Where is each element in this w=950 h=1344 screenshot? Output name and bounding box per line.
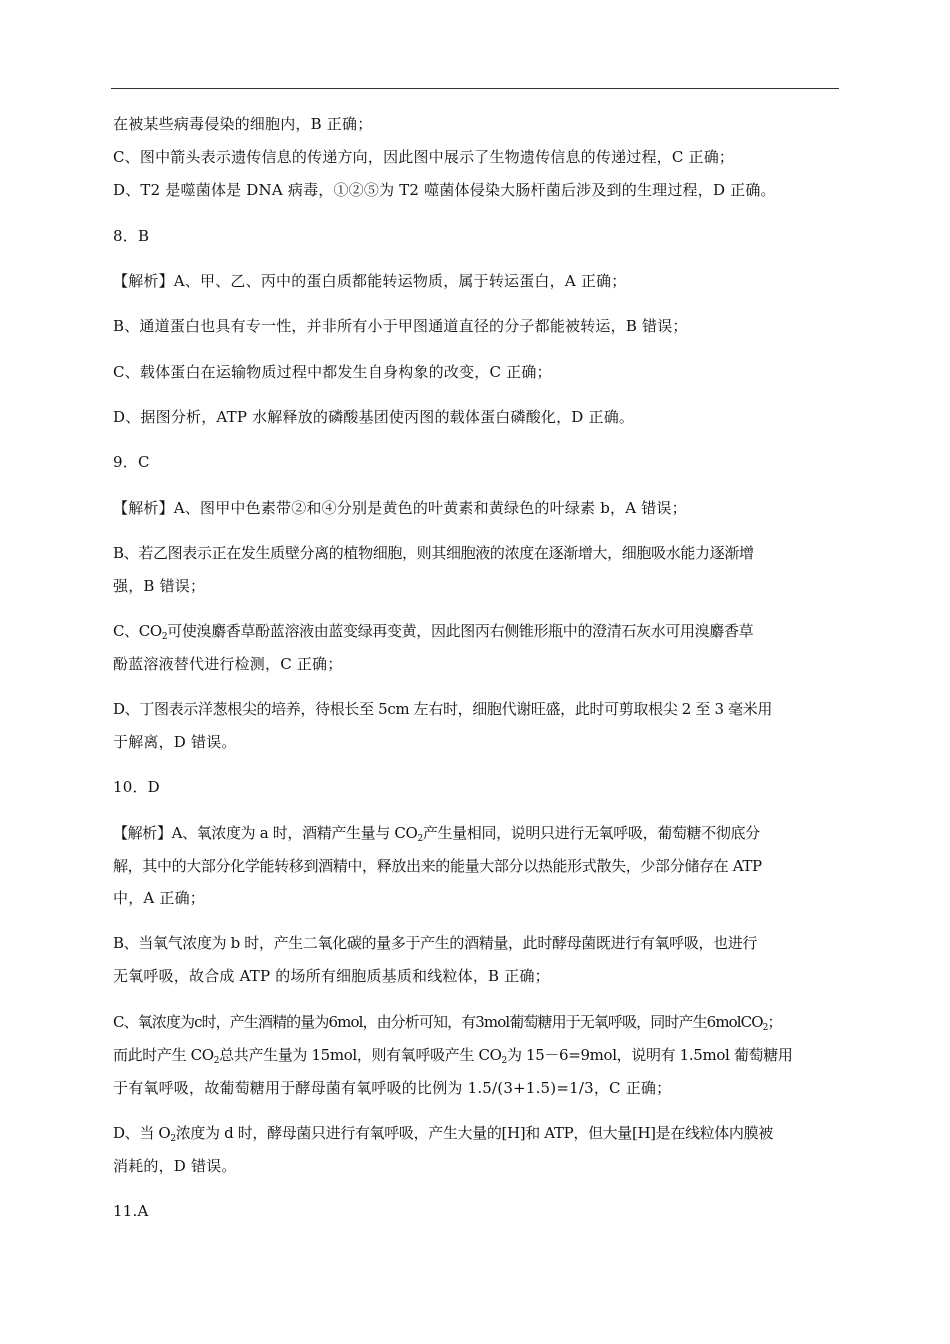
text-line: B、当氧气浓度为 b 时，产生二氧化碳的量多于产生的酒精量，此时酵母菌既进行有氧呼吸，也进行 bbox=[113, 934, 758, 952]
question-number: 11.A bbox=[113, 1202, 149, 1220]
text-line: 【解析】A、甲、乙、丙中的蛋白质都能转运物质，属于转运蛋白，A 正确； bbox=[113, 272, 627, 290]
text-line: B、通道蛋白也具有专一性，并非所有小于甲图通道直径的分子都能被转运，B 错误； bbox=[113, 317, 688, 335]
text-line: C、图中箭头表示遗传信息的传递方向，因此图中展示了生物遗传信息的传递过程，C 正确； bbox=[113, 148, 735, 166]
text-line: 酚蓝溶液替代进行检测，C 正确； bbox=[113, 655, 343, 673]
text-line: D、T2 是噬菌体是 DNA 病毒，①②⑤为 T2 噬菌体侵染大肠杆菌后涉及到的生理过程，D 正确。 bbox=[113, 181, 776, 199]
text-line: 【解析】A、图甲中色素带②和④分别是黄色的叶黄素和黄绿色的叶绿素 b，A 错误； bbox=[113, 499, 687, 517]
text-line: 而此时产生 $CO_2$总共产生量为 15mol，则有氧呼吸产生 $CO_2$为 15－6=9mol，说明有 1.5mol 葡萄糖用 bbox=[113, 1046, 793, 1066]
text-line: C、$CO_2$可使溴麝香草酚蓝溶液由蓝变绿再变黄，因此图丙右侧锥形瓶中的澄清石灰水可用溴麝香草 bbox=[113, 622, 754, 642]
text-line: D、据图分析，ATP 水解释放的磷酸基团使丙图的载体蛋白磷酸化，D 正确。 bbox=[113, 408, 635, 426]
text-line: 在被某些病毒侵染的细胞内，B 正确； bbox=[113, 115, 373, 133]
text-line: 解，其中的大部分化学能转移到酒精中，释放出来的能量大部分以热能形式散失，少部分储存在 ATP bbox=[113, 857, 762, 875]
header-rule bbox=[111, 88, 839, 89]
text-line: 无氧呼吸，故合成 ATP 的场所有细胞质基质和线粒体，B 正确； bbox=[113, 967, 550, 985]
text-line: 【解析】A、氧浓度为 a 时，酒精产生量与 $CO_2$产生量相同，说明只进行无氧呼吸，葡萄糖不彻底分 bbox=[113, 824, 760, 844]
question-number: 8．B bbox=[113, 227, 150, 245]
text-line: 于解离，D 错误。 bbox=[113, 733, 237, 751]
text-line: C、氧浓度为c时，产生酒精的量为6mol，由分析可知，有3mol葡萄糖用于无氧呼吸，同时产生6molCO$_2$； bbox=[113, 1013, 782, 1033]
text-line: 消耗的，D 错误。 bbox=[113, 1157, 237, 1175]
question-number: 10．D bbox=[113, 778, 160, 796]
text-line: 于有氧呼吸，故葡萄糖用于酵母菌有氧呼吸的比例为 1.5/(3+1.5)=1/3，C 正确； bbox=[113, 1079, 672, 1097]
question-number: 9．C bbox=[113, 453, 150, 471]
text-line: D、丁图表示洋葱根尖的培养，待根长至 5cm 左右时，细胞代谢旺盛，此时可剪取根尖 2 至 3 毫米用 bbox=[113, 700, 773, 718]
text-line: B、若乙图表示正在发生质壁分离的植物细胞，则其细胞液的浓度在逐渐增大，细胞吸水能力逐渐增 bbox=[113, 544, 754, 562]
text-line: 中，A 正确； bbox=[113, 889, 206, 907]
text-line: 强，B 错误； bbox=[113, 577, 206, 595]
text-line: D、当 $O_2$浓度为 d 时，酵母菌只进行有氧呼吸，产生大量的[H]和 ATP，但大量[H]是在线粒体内膜被 bbox=[113, 1124, 773, 1144]
text-line: C、载体蛋白在运输物质过程中都发生自身构象的改变，C 正确； bbox=[113, 363, 552, 381]
